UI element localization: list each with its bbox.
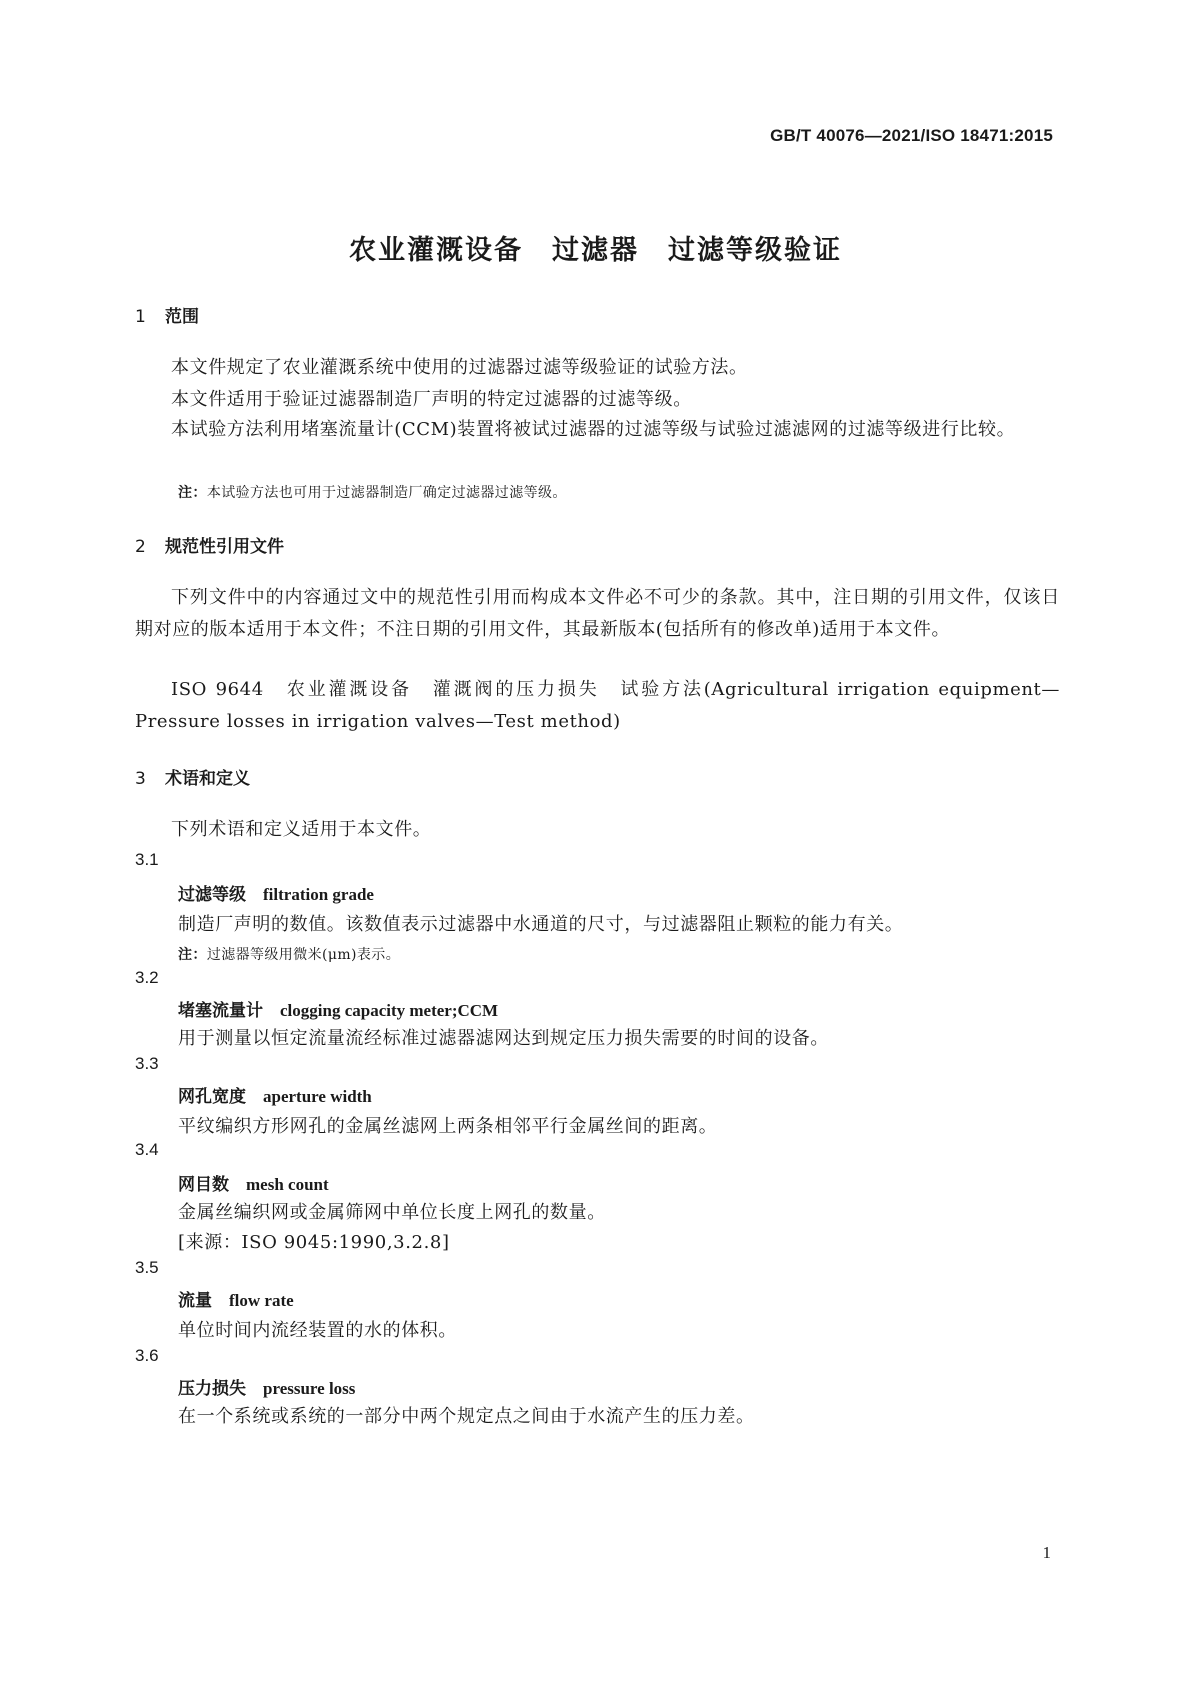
section-number: 2 [135,537,146,557]
term-heading [178,1170,329,1195]
page-number: 1 [1042,1543,1051,1562]
term-zh: 流量 [178,1291,212,1311]
paragraph: 本文件适用于验证过滤器制造厂声明的特定过滤器的过滤等级。 [171,389,692,410]
term-en: mesh count [246,1175,329,1194]
term-number: 3.4 [135,1140,159,1159]
term-number: 3.3 [135,1054,159,1073]
term-en: aperture width [263,1087,372,1106]
term-heading [178,1374,355,1399]
standard-code: GB/T 40076—2021/ISO 18471:2015 [770,126,1053,145]
paragraph: 下列术语和定义适用于本文件。 [171,819,432,840]
term-heading [178,1286,294,1311]
term-definition: 平纹编织方形网孔的金属丝滤网上两条相邻平行金属丝间的距离。 [178,1116,718,1137]
term-zh: 堵塞流量计 [178,1001,263,1021]
section-number: 1 [135,307,146,327]
paragraph: 本试验方法利用堵塞流量计(CCM)装置将被试过滤器的过滤等级与试验过滤滤网的过滤等级进行比较。 [171,419,1016,440]
reference-entry: ISO 9644 农业灌溉设备 灌溉阀的压力损失 试验方法(Agricultural irrigation equipment—Pressure losses in irrigation valves—Test method) [135,679,1060,732]
term-en: pressure loss [263,1379,356,1398]
note [178,482,567,502]
note-label: 注： [178,485,207,501]
document-title: 农业灌溉设备 过滤器 过滤等级验证 [349,235,842,266]
term-definition: 制造厂声明的数值。该数值表示过滤器中水通道的尺寸，与过滤器阻止颗粒的能力有关。 [178,914,904,935]
term-heading [178,1082,372,1107]
term-zh: 网目数 [178,1175,229,1195]
section-3-heading [135,764,250,789]
term-en: filtration grade [263,885,374,904]
term-number: 3.2 [135,968,159,987]
note-label: 注： [178,947,207,963]
section-title: 范围 [165,307,199,327]
note-text: 过滤器等级用微米(μm)表示。 [206,947,401,963]
term-number: 3.1 [135,850,159,869]
section-title: 规范性引用文件 [165,537,284,557]
term-definition: 用于测量以恒定流量流经标准过滤器滤网达到规定压力损失需要的时间的设备。 [178,1028,829,1049]
section-1-heading [135,302,199,327]
term-en: clogging capacity meter;CCM [280,1001,499,1020]
term-zh: 网孔宽度 [178,1087,246,1107]
term-en: flow rate [229,1291,294,1310]
section-number: 3 [135,769,146,789]
term-zh: 压力损失 [178,1379,246,1399]
term-note [178,944,400,964]
term-zh: 过滤等级 [178,885,246,905]
term-number: 3.5 [135,1258,159,1277]
term-heading [178,996,498,1021]
term-definition: 金属丝编织网或金属筛网中单位长度上网孔的数量。 [178,1202,606,1223]
term-heading [178,880,374,905]
section-title: 术语和定义 [165,769,250,789]
paragraph: 下列文件中的内容通过文中的规范性引用而构成本文件必不可少的条款。其中，注日期的引用文件，仅该日期对应的版本适用于本文件；不注日期的引用文件，其最新版本(包括所有的修改单)适用于本文件。 [135,587,1060,640]
section-2-heading [135,532,284,557]
term-definition: 单位时间内流经装置的水的体积。 [178,1320,457,1341]
paragraph: 本文件规定了农业灌溉系统中使用的过滤器过滤等级验证的试验方法。 [171,357,748,378]
term-source: [来源：ISO 9045:1990,3.2.8] [178,1232,450,1253]
note-text: 本试验方法也可用于过滤器制造厂确定过滤器过滤等级。 [206,485,567,501]
term-definition: 在一个系统或系统的一部分中两个规定点之间由于水流产生的压力差。 [178,1406,755,1427]
term-number: 3.6 [135,1346,159,1365]
